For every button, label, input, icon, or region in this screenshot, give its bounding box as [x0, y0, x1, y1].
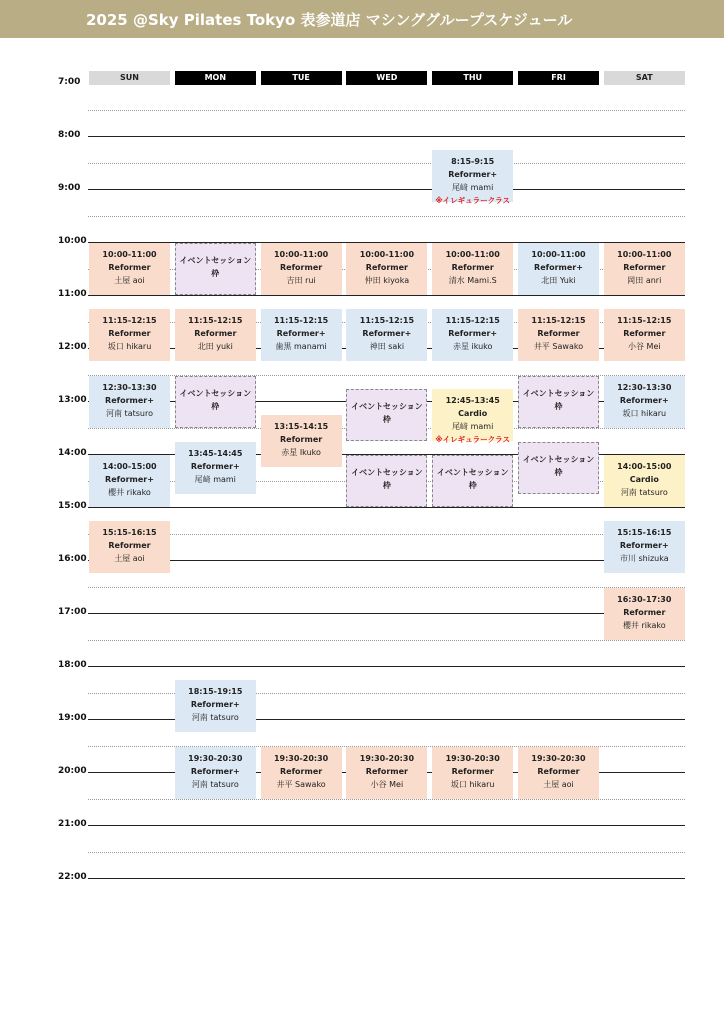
half-hour-line — [88, 587, 685, 588]
slot-cls: Reformer+ — [190, 766, 240, 776]
slot-time: 11:15-12:15 — [445, 316, 500, 326]
class-slot — [261, 747, 342, 799]
class-slot — [604, 588, 685, 640]
slot-cls: Reformer — [108, 329, 151, 339]
class-slot — [432, 747, 513, 799]
slot-time: 11:15-12:15 — [102, 316, 157, 326]
slot-time: イベントセッション枠 — [351, 468, 423, 490]
slot-instructor: 櫻井 rikako — [622, 620, 666, 630]
event-session-slot — [175, 376, 256, 428]
hour-label: 11:00 — [58, 289, 87, 299]
class-slot — [432, 150, 513, 206]
class-slot — [261, 309, 342, 361]
hour-line — [88, 613, 685, 614]
class-slot — [518, 747, 599, 799]
half-hour-line — [88, 799, 685, 800]
slot-cls: Reformer — [365, 263, 408, 272]
slot-cls: Reformer — [451, 263, 494, 272]
slot-cls: Cardio — [458, 408, 488, 418]
hour-line — [88, 666, 685, 667]
slot-time: 13:15-14:15 — [273, 422, 329, 432]
class-slot — [89, 521, 170, 573]
slot-cls: Reformer — [451, 766, 494, 776]
slot-cls: Reformer+ — [276, 329, 326, 339]
slot-instructor: 仲田 kiyoka — [364, 276, 410, 285]
slot-time: 19:30-20:30 — [273, 753, 329, 763]
slot-instructor: 小谷 Mei — [628, 342, 661, 352]
class-slot — [604, 376, 685, 428]
slot-instructor: 歯黒 manami — [275, 342, 327, 352]
slot-time: 14:00-15:00 — [617, 462, 672, 471]
day-header-sun: SUN — [89, 71, 170, 85]
hour-label: 12:00 — [58, 342, 87, 352]
slot-instructor: 坂口 hikaru — [622, 408, 667, 418]
slot-cls: Reformer — [623, 329, 666, 339]
hour-label: 15:00 — [58, 501, 87, 511]
class-slot — [89, 376, 170, 428]
hour-label: 16:00 — [58, 554, 87, 564]
slot-instructor: 尾﨑 mami — [452, 421, 494, 431]
event-session-slot — [175, 243, 256, 295]
slot-instructor: 坂口 hikaru — [107, 342, 152, 352]
slot-cls: Reformer — [279, 263, 323, 272]
hour-label: 20:00 — [58, 766, 87, 776]
slot-cls: Reformer+ — [105, 395, 154, 405]
slot-time: 15:15-16:15 — [102, 528, 157, 538]
slot-instructor: 河南 tatsuro — [106, 408, 153, 418]
slot-time: 13:45-14:45 — [188, 448, 243, 458]
hour-line — [88, 560, 685, 561]
hour-label: 14:00 — [58, 448, 87, 458]
class-slot — [604, 455, 685, 507]
hour-line — [88, 136, 685, 137]
class-slot — [89, 243, 170, 295]
class-slot — [432, 309, 513, 361]
slot-time: 8:15-9:15 — [451, 157, 495, 167]
slot-time: イベントセッション枠 — [436, 468, 509, 490]
class-slot — [604, 309, 685, 361]
slot-cls: Reformer — [108, 541, 151, 551]
hour-label: 10:00 — [58, 236, 87, 246]
slot-cls: Reformer+ — [362, 329, 412, 339]
class-slot — [175, 747, 256, 799]
slot-cls: Reformer — [623, 607, 666, 617]
slot-instructor: 北田 Yuki — [541, 276, 576, 285]
slot-time: 16:30-17:30 — [617, 594, 672, 604]
slot-time: 11:15-12:15 — [531, 316, 586, 326]
class-slot — [89, 309, 170, 361]
half-hour-line — [88, 163, 685, 164]
slot-time: 10:00-11:00 — [531, 250, 586, 259]
slot-time: 19:30-20:30 — [531, 753, 586, 763]
hour-label: 18:00 — [58, 660, 87, 670]
slot-cls: Cardio — [629, 475, 659, 484]
class-slot — [346, 243, 427, 295]
half-hour-line — [88, 216, 685, 217]
slot-cls: Reformer+ — [190, 700, 240, 710]
slot-instructor: 清水 Mami.S — [448, 276, 497, 285]
day-header-sat: SAT — [604, 71, 685, 85]
slot-time: 10:00-11:00 — [359, 250, 415, 259]
hour-label: 17:00 — [58, 607, 87, 617]
slot-instructor: 河南 tatsuro — [191, 779, 239, 789]
slot-cls: Reformer+ — [448, 329, 498, 339]
class-slot — [175, 442, 256, 494]
event-session-slot — [346, 389, 427, 441]
event-session-slot — [346, 455, 427, 507]
slot-instructor: 北田 yuki — [197, 342, 233, 352]
event-session-slot — [518, 442, 599, 494]
slot-instructor: 坂口 hikaru — [450, 779, 495, 789]
slot-cls: Reformer — [537, 329, 580, 339]
slot-time: 18:15-19:15 — [188, 687, 243, 697]
event-session-slot — [518, 376, 599, 428]
slot-time: 11:15-12:15 — [188, 316, 243, 326]
hour-label: 13:00 — [58, 395, 87, 405]
slot-instructor: 尾﨑 mami — [194, 474, 236, 484]
half-hour-line — [88, 852, 685, 853]
slot-cls: Reformer+ — [619, 395, 669, 405]
slot-time: 14:00-15:00 — [102, 462, 157, 471]
class-slot — [432, 389, 513, 444]
hour-line — [88, 189, 685, 190]
day-header-thu: THU — [432, 71, 513, 85]
slot-time: 10:00-11:00 — [102, 250, 157, 259]
class-slot — [261, 415, 342, 467]
hour-label: 21:00 — [58, 819, 87, 829]
slot-instructor: 赤星 Ikuko — [281, 448, 321, 458]
slot-cls: Reformer — [279, 766, 323, 776]
slot-instructor: 赤星 ikuko — [452, 342, 493, 352]
hour-label: 9:00 — [58, 183, 81, 193]
class-slot — [604, 243, 685, 295]
slot-instructor: 河南 tatsuro — [620, 488, 668, 497]
hour-line — [88, 295, 685, 296]
event-session-slot — [432, 455, 513, 507]
class-slot — [261, 243, 342, 295]
class-slot — [518, 309, 599, 361]
slot-time: 15:15-16:15 — [617, 528, 672, 538]
class-slot — [346, 309, 427, 361]
class-slot — [432, 243, 513, 295]
slot-cls: Reformer+ — [448, 170, 498, 180]
slot-time: 12:45-13:45 — [445, 395, 500, 405]
slot-cls: Reformer — [623, 263, 666, 272]
half-hour-line — [88, 640, 685, 641]
hour-line — [88, 507, 685, 508]
header-bar — [0, 0, 724, 38]
slot-time: イベントセッション枠 — [522, 388, 595, 411]
slot-time: イベントセッション枠 — [522, 454, 595, 477]
class-slot — [604, 521, 685, 573]
class-slot — [518, 243, 599, 295]
hour-label: 8:00 — [58, 130, 81, 140]
slot-cls: Reformer — [194, 329, 237, 339]
slot-instructor: 土屋 aoi — [114, 276, 145, 285]
slot-cls: Reformer+ — [190, 461, 240, 471]
slot-cls: Reformer — [365, 766, 408, 776]
slot-cls: Reformer+ — [105, 475, 154, 484]
slot-time: 10:00-11:00 — [617, 250, 672, 259]
slot-time: イベントセッション枠 — [179, 256, 252, 278]
slot-instructor: 井平 Sawako — [533, 342, 584, 352]
slot-cls: Reformer — [279, 435, 323, 445]
hour-label: 7:00 — [58, 77, 81, 87]
slot-time: 11:15-12:15 — [273, 316, 329, 326]
hour-line — [88, 878, 685, 879]
slot-cls: Reformer — [537, 766, 580, 776]
slot-instructor: 櫻井 rikako — [108, 488, 151, 497]
slot-time: 12:30-13:30 — [617, 382, 672, 392]
slot-instructor: 井平 Sawako — [276, 779, 326, 789]
slot-instructor: 市川 shizuka — [619, 554, 669, 564]
slot-instructor: 土屋 aoi — [114, 554, 145, 564]
hour-label: 19:00 — [58, 713, 87, 723]
half-hour-line — [88, 110, 685, 111]
slot-cls: Reformer+ — [534, 263, 583, 272]
hour-line — [88, 825, 685, 826]
slot-cls: Reformer — [108, 263, 151, 272]
slot-time: 19:30-20:30 — [445, 753, 500, 763]
class-slot — [175, 680, 256, 732]
slot-time: イベントセッション枠 — [351, 401, 423, 424]
day-header-mon: MON — [175, 71, 256, 85]
slot-time: 19:30-20:30 — [359, 753, 415, 763]
slot-time: 10:00-11:00 — [273, 250, 329, 259]
slot-instructor: 土屋 aoi — [543, 779, 574, 789]
day-header-tue: TUE — [261, 71, 342, 85]
slot-instructor: 尾﨑 mami — [452, 183, 494, 193]
slot-note: ※イレギュラークラス — [435, 434, 510, 444]
slot-instructor: 河南 tatsuro — [191, 713, 239, 723]
slot-time: 11:15-12:15 — [617, 316, 672, 326]
page-title: 2025 @Sky Pilates Tokyo 表参道店 マシンググループスケジュール — [86, 11, 573, 29]
slot-instructor: 神田 saki — [369, 342, 405, 352]
class-slot — [89, 455, 170, 507]
hour-label: 22:00 — [58, 872, 87, 882]
day-header-wed: WED — [346, 71, 427, 85]
slot-cls: Reformer+ — [619, 541, 669, 551]
slot-time: 19:30-20:30 — [188, 753, 243, 763]
class-slot — [346, 747, 427, 799]
slot-time: イベントセッション枠 — [179, 388, 252, 411]
day-header-fri: FRI — [518, 71, 599, 85]
slot-time: 10:00-11:00 — [445, 250, 500, 259]
slot-instructor: 小谷 Mei — [370, 779, 404, 789]
slot-instructor: 吉田 rui — [286, 276, 316, 285]
slot-instructor: 岡田 anri — [627, 276, 662, 285]
slot-time: 11:15-12:15 — [359, 316, 415, 326]
slot-time: 12:30-13:30 — [102, 382, 157, 392]
class-slot — [175, 309, 256, 361]
slot-note: ※イレギュラークラス — [435, 196, 510, 206]
half-hour-line — [88, 534, 685, 535]
